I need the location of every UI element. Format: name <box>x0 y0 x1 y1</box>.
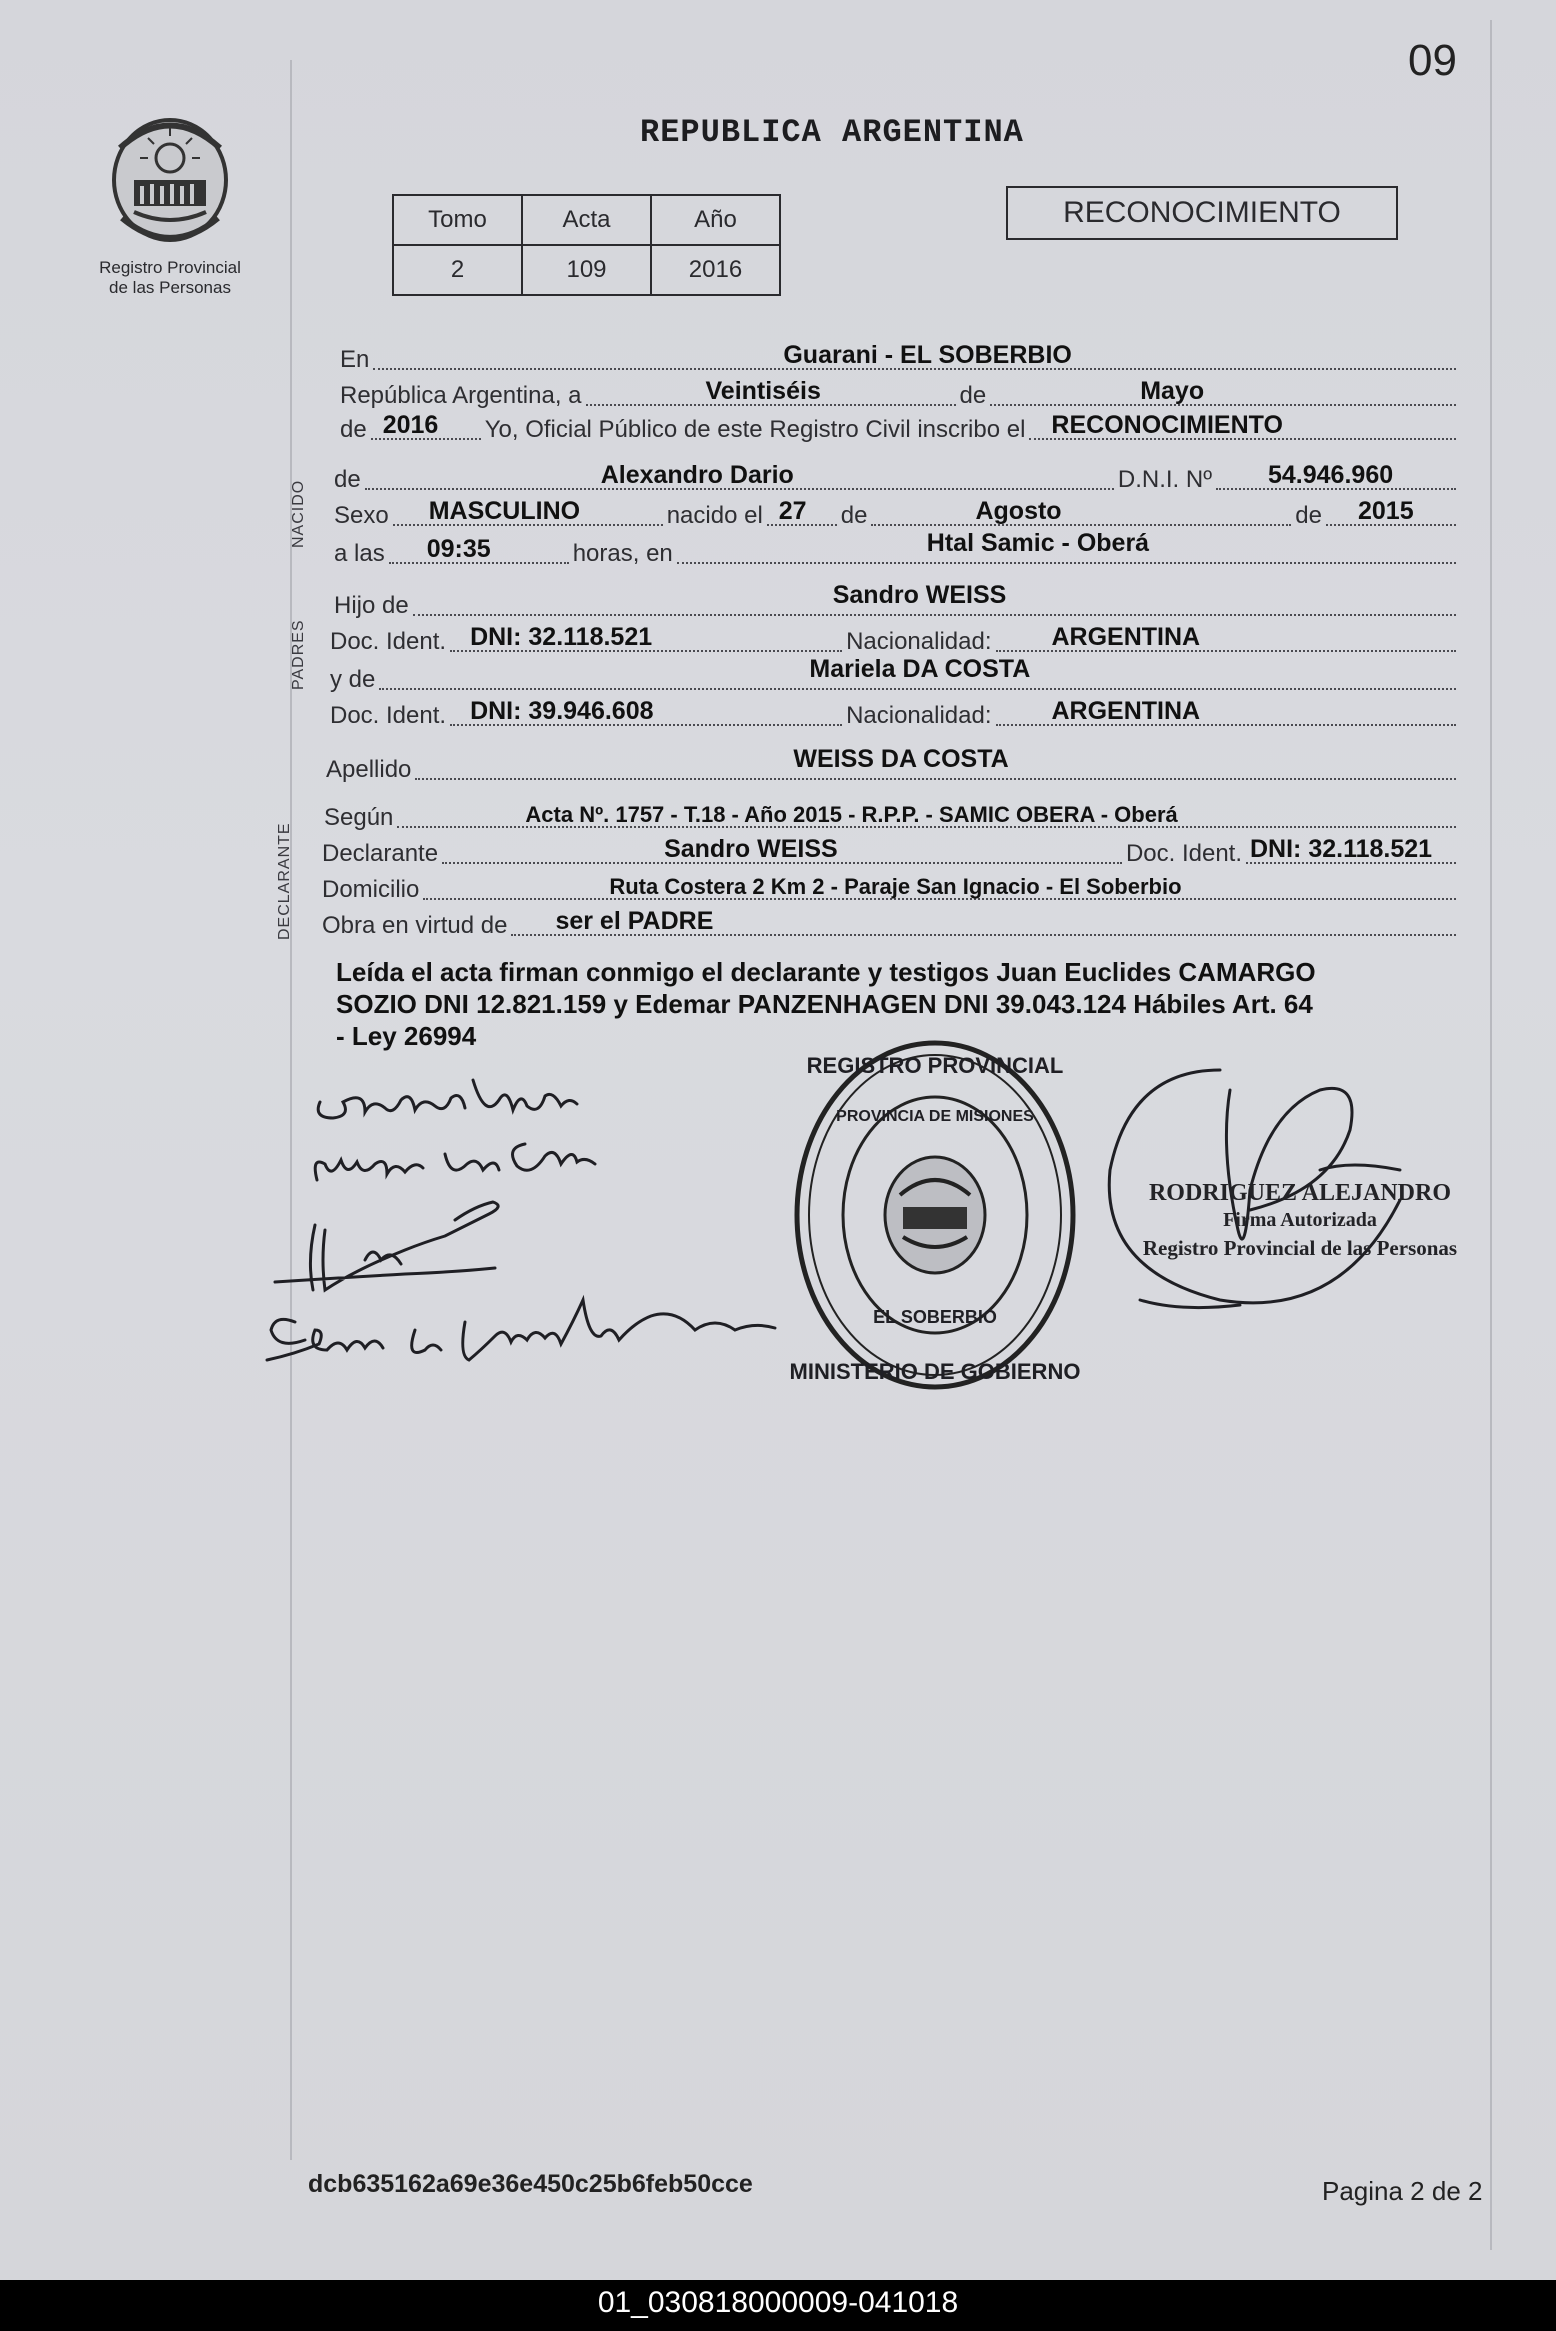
field-dni: 54.946.960 <box>1268 461 1394 489</box>
field-declarant: Sandro WEISS <box>664 835 838 863</box>
label-father-doc: Doc. Ident. <box>330 628 447 655</box>
seal-office-text: EL SOBERBIO <box>873 1307 997 1327</box>
document-hash: dcb635162a69e36e450c25b6feb50cce <box>308 2170 753 2198</box>
section-nacido: NACIDO <box>290 479 307 548</box>
value-tomo: 2 <box>393 245 522 295</box>
registry-caption-line1: Registro Provincial <box>99 258 241 277</box>
row-address <box>322 872 1460 906</box>
field-birth-day: 27 <box>778 497 807 525</box>
authority-stamp <box>1120 1180 1480 1261</box>
record-type-box: RECONOCIMIENTO <box>1006 186 1398 240</box>
seal-bottom-text: MINISTERIO DE GOBIERNO <box>789 1359 1081 1384</box>
label-dni: D.N.I. Nº <box>1117 466 1212 493</box>
field-address: Ruta Costera 2 Km 2 - Paraje San Ignacio - El Soberbio <box>609 874 1182 899</box>
label-nacido-el: nacido el <box>666 502 763 529</box>
label-de-birth-year: de <box>1295 502 1322 529</box>
row-time-place <box>334 529 1460 570</box>
field-mother-nationality: ARGENTINA <box>1051 697 1201 725</box>
field-father-doc: DNI: 32.118.521 <box>470 623 653 651</box>
field-birth-time: 09:35 <box>426 535 491 563</box>
label-horas-en: horas, en <box>572 540 673 567</box>
field-by-virtue: ser el PADRE <box>555 907 714 935</box>
label-yo: Yo, Oficial Público de este Registro Civil inscribo el <box>484 416 1026 443</box>
field-according-to: Acta Nº. 1757 - T.18 - Año 2015 - R.P.P. - SAMIC OBERA - Oberá <box>525 802 1178 827</box>
label-a-las: a las <box>334 540 385 567</box>
value-acta: 109 <box>522 245 651 295</box>
document-title: REPUBLICA ARGENTINA <box>640 114 1024 151</box>
label-en: En <box>340 346 370 373</box>
registry-caption <box>80 258 260 298</box>
scan-id: 01_030818000009-041018 <box>597 2286 959 2319</box>
label-de-year: de <box>340 416 367 443</box>
field-sex: MASCULINO <box>428 497 581 525</box>
label-de: de <box>959 382 987 409</box>
label-domicilio: Domicilio <box>322 876 420 903</box>
row-surname <box>326 745 1460 786</box>
registry-caption-line2: de las Personas <box>109 278 231 297</box>
authority-role: Firma Autorizada <box>1223 1209 1377 1231</box>
right-margin-line <box>1490 20 1492 2250</box>
field-place: Guarani - EL SOBERBIO <box>783 341 1072 369</box>
header-ano: Año <box>651 195 780 245</box>
page-number: 09 <box>1408 36 1457 85</box>
field-mother-doc: DNI: 39.946.608 <box>470 697 654 725</box>
field-year: 2016 <box>382 411 439 439</box>
label-y-de: y de <box>330 666 376 693</box>
closing-line-2: SOZIO DNI 12.821.159 y Edemar PANZENHAGEN DNI 39.043.124 Hábiles Art. 64 <box>336 989 1313 1019</box>
label-father-nationality: Nacionalidad: <box>846 628 992 655</box>
row-declarant <box>322 836 1460 870</box>
field-month: Mayo <box>1140 377 1205 405</box>
row-mother <box>330 655 1460 696</box>
label-de-birth-month: de <box>840 502 868 529</box>
provincial-coat-of-arms-icon <box>100 108 240 248</box>
row-year-act <box>340 412 1460 446</box>
row-father <box>334 581 1460 622</box>
field-mother: Mariela DA COSTA <box>809 655 1031 683</box>
header-tomo: Tomo <box>393 195 522 245</box>
row-mother-doc <box>330 698 1460 732</box>
reference-table <box>392 194 781 296</box>
authority-office: Registro Provincial de las Personas <box>1142 1236 1458 1260</box>
label-apellido: Apellido <box>326 756 412 783</box>
row-date <box>340 378 1460 412</box>
row-father-doc <box>330 624 1460 658</box>
row-by-virtue <box>322 908 1460 942</box>
label-de-name: de <box>334 466 361 493</box>
field-birth-month: Agosto <box>975 497 1062 525</box>
field-declarant-doc: DNI: 32.118.521 <box>1250 835 1433 863</box>
row-name <box>334 462 1460 496</box>
field-father-nationality: ARGENTINA <box>1051 623 1201 651</box>
closing-line-3: - Ley 26994 <box>336 1021 477 1051</box>
field-surname: WEISS DA COSTA <box>793 745 1009 773</box>
closing-line-1: Leída el acta firman conmigo el declarante y testigos Juan Euclides CAMARGO <box>336 957 1316 987</box>
field-name: Alexandro Dario <box>600 461 794 489</box>
label-mother-doc: Doc. Ident. <box>330 702 447 729</box>
field-birth-place: Htal Samic - Oberá <box>926 529 1150 557</box>
header-acta: Acta <box>522 195 651 245</box>
label-sexo: Sexo <box>334 502 389 529</box>
authority-name: RODRIGUEZ ALEJANDRO <box>1148 1180 1452 1206</box>
label-obra: Obra en virtud de <box>322 912 508 939</box>
registry-seal-icon <box>785 1025 1085 1405</box>
section-declarante: DECLARANTE <box>276 822 293 940</box>
row-according-to <box>324 800 1460 834</box>
section-padres: PADRES <box>290 619 307 690</box>
label-mother-nationality: Nacionalidad: <box>846 702 992 729</box>
field-day: Veintiséis <box>705 377 821 405</box>
field-act: RECONOCIMIENTO <box>1051 411 1283 439</box>
field-father: Sandro WEISS <box>832 581 1007 609</box>
seal-outer-text: REGISTRO PROVINCIAL <box>806 1053 1064 1078</box>
label-hijo-de: Hijo de <box>334 592 409 619</box>
seal-inner-text: PROVINCIA DE MISIONES <box>836 1108 1034 1125</box>
page-counter: Pagina 2 de 2 <box>1322 2176 1483 2206</box>
label-declarante: Declarante <box>322 840 439 867</box>
label-segun: Según <box>324 804 394 831</box>
handwritten-signatures <box>255 1060 815 1390</box>
label-republica: República Argentina, a <box>340 382 582 409</box>
row-place <box>340 342 1460 376</box>
label-declarant-doc: Doc. Ident. <box>1125 840 1242 867</box>
row-birth <box>334 498 1460 532</box>
value-ano: 2016 <box>651 245 780 295</box>
field-birth-year: 2015 <box>1358 497 1414 525</box>
